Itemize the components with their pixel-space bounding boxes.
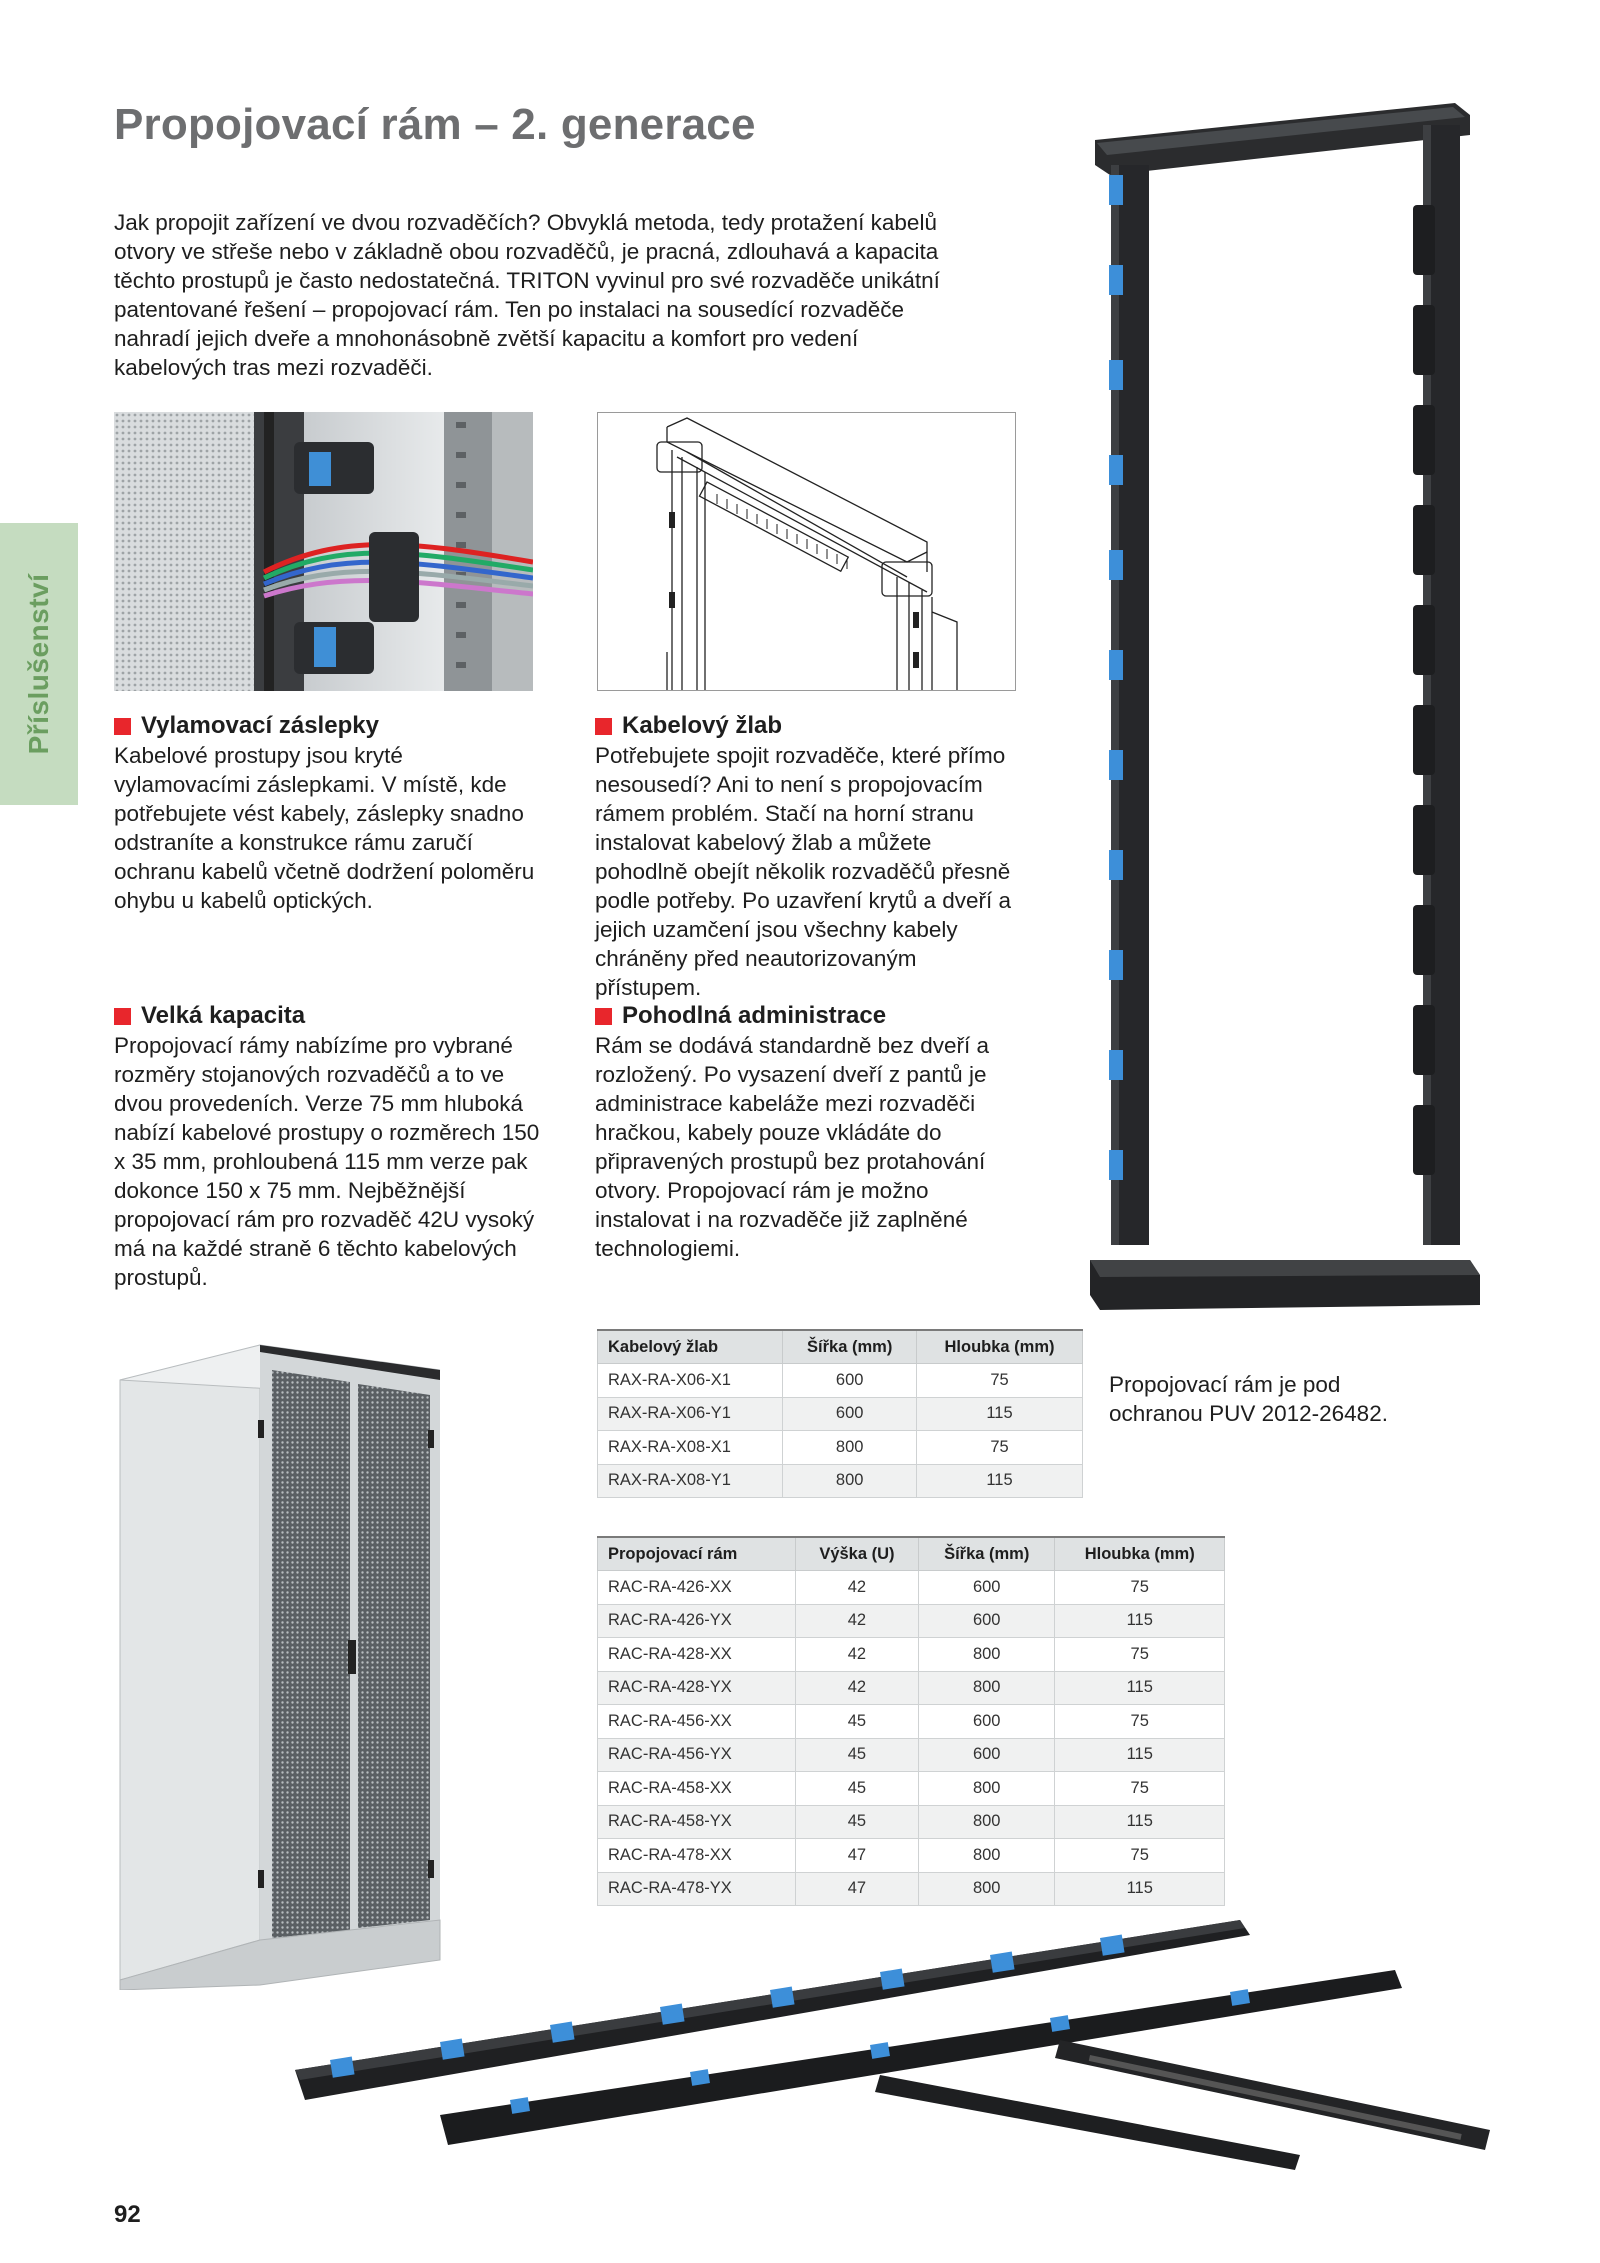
- table-cell: 45: [795, 1705, 918, 1739]
- table-cell: RAC-RA-458-XX: [598, 1772, 796, 1806]
- table-cell: 800: [918, 1638, 1055, 1672]
- section-text: Kabelové prostupy jsou kryté vylamovacími záslepkami. V místě, kde potřebujete vést kabely, záslepky snadno odstraníte a konstrukce rámu zaručí ochranu kabelů včetně dodržení poloměru ohybu u kabelů optických.: [114, 743, 535, 913]
- section-heading: [114, 1002, 544, 1030]
- section-heading: [595, 712, 1015, 740]
- table-cell: 115: [917, 1464, 1083, 1498]
- table-header-row: [598, 1330, 1083, 1364]
- table-cell: 800: [783, 1464, 917, 1498]
- table-cell: 115: [1055, 1738, 1225, 1772]
- table-cell: RAC-RA-458-YX: [598, 1805, 796, 1839]
- table-cell: 75: [917, 1364, 1083, 1398]
- table-cell: 115: [1055, 1671, 1225, 1705]
- table-cell: RAC-RA-456-XX: [598, 1705, 796, 1739]
- table-row: [598, 1571, 1225, 1605]
- table-cell: RAX-RA-X06-Y1: [598, 1397, 783, 1431]
- table-cell: 115: [1055, 1872, 1225, 1906]
- table-cell: 45: [795, 1738, 918, 1772]
- table-cell: RAC-RA-428-YX: [598, 1671, 796, 1705]
- table-row: [598, 1772, 1225, 1806]
- table-cell: 800: [918, 1772, 1055, 1806]
- table-cell: RAC-RA-478-YX: [598, 1872, 796, 1906]
- table-cell: 800: [918, 1872, 1055, 1906]
- table-cell: 600: [918, 1705, 1055, 1739]
- rack-cabinet-image: [110, 1340, 490, 1990]
- table-row: [598, 1671, 1225, 1705]
- table-cell: RAC-RA-478-XX: [598, 1839, 796, 1873]
- table-cell: 45: [795, 1772, 918, 1806]
- table-cell: RAX-RA-X08-Y1: [598, 1464, 783, 1498]
- table-header-row: [598, 1537, 1225, 1571]
- side-tab-label: Příslušenství: [23, 573, 54, 755]
- table-row: [598, 1839, 1225, 1873]
- table-cell: 75: [917, 1431, 1083, 1465]
- section-heading-text: Velká kapacita: [141, 1002, 306, 1029]
- table-cell: 75: [1055, 1772, 1225, 1806]
- section-text: Rám se dodává standardně bez dveří a rozložený. Po vysazení dveří z pantů je administrace kabeláže mezi rozvaděči hračkou, kabely pouze vkládáte do připravených prostupů bez protahování otvory. Propojovací rám je možno instalovat i na rozvaděče již zaplněné technologiemi.: [595, 1033, 989, 1261]
- red-square-icon: [114, 1008, 131, 1025]
- table-cell: 800: [918, 1839, 1055, 1873]
- patent-note: Propojovací rám je pod ochranou PUV 2012-26482.: [1109, 1372, 1388, 1426]
- table-cell: 600: [918, 1604, 1055, 1638]
- table-cell: RAX-RA-X06-X1: [598, 1364, 783, 1398]
- table-cell: RAC-RA-426-YX: [598, 1604, 796, 1638]
- table-cell: 42: [795, 1671, 918, 1705]
- table-cell: 75: [1055, 1638, 1225, 1672]
- column-header: Hloubka (mm): [1055, 1537, 1225, 1571]
- column-header: Kabelový žlab: [598, 1330, 783, 1364]
- table-cell: 800: [918, 1805, 1055, 1839]
- frame-table: [597, 1536, 1225, 1906]
- table-cell: 800: [783, 1431, 917, 1465]
- interconnection-frame-image: [1085, 95, 1485, 1315]
- page-title: Propojovací rám – 2. generace: [114, 100, 756, 149]
- side-tab: [0, 523, 78, 805]
- section-text: Potřebujete spojit rozvaděče, které přímo nesousedí? Ani to není s propojovacím rámem problém. Stačí na horní stranu instalovat kabelový žlab a můžete pohodlně obejít několik rozvaděčů přesně podle potřeby. Po uzavření krytů a dveří a jejich uzamčení jsou všechny kabely chráněny před neautorizovaným přístupem.: [595, 743, 1012, 1000]
- section-pohodlna-administrace: [595, 1002, 1015, 1263]
- table-cell: 800: [918, 1671, 1055, 1705]
- table-row: [598, 1638, 1225, 1672]
- table-cell: 600: [918, 1738, 1055, 1772]
- table-cell: 47: [795, 1872, 918, 1906]
- cable-trough-drawing: [597, 412, 1016, 691]
- red-square-icon: [595, 1008, 612, 1025]
- table-cell: 115: [1055, 1805, 1225, 1839]
- red-square-icon: [114, 718, 131, 735]
- table-cell: 115: [917, 1397, 1083, 1431]
- section-kabelovy-zlab: [595, 712, 1015, 1002]
- section-vylamovaci-zaslepky: [114, 712, 544, 915]
- table-cell: RAX-RA-X08-X1: [598, 1431, 783, 1465]
- intro-paragraph: Jak propojit zařízení ve dvou rozvaděčích? Obvyklá metoda, tedy protažení kabelů otvory ve střeše nebo v základně obou rozvaděčů, je pracná, zdlouhavá a kapacita těchto prostupů je často nedostatečná. TRITON vyvinul pro své rozvaděče unikátní patentované řešení – propojovací rám. Ten po instalaci na sousedící rozvaděče nahradí jejich dveře a mnohonásobně zvětší kapacitu a komfort pro vedení kabelových tras mezi rozvaděči.: [114, 210, 940, 380]
- table-cell: RAC-RA-426-XX: [598, 1571, 796, 1605]
- table-row: [598, 1397, 1083, 1431]
- table-cell: 75: [1055, 1839, 1225, 1873]
- page-number: 92: [114, 2201, 141, 2228]
- table-row: [598, 1364, 1083, 1398]
- column-header: Šířka (mm): [918, 1537, 1055, 1571]
- table-cell: 115: [1055, 1604, 1225, 1638]
- column-header: Hloubka (mm): [917, 1330, 1083, 1364]
- table-cell: 75: [1055, 1571, 1225, 1605]
- column-header: Propojovací rám: [598, 1537, 796, 1571]
- section-heading-text: Pohodlná administrace: [622, 1002, 887, 1029]
- table-row: [598, 1604, 1225, 1638]
- table-row: [598, 1464, 1083, 1498]
- cable-entry-photo: [114, 412, 533, 691]
- cable-trough-table: [597, 1329, 1083, 1498]
- table-cell: 600: [918, 1571, 1055, 1605]
- table-row: [598, 1738, 1225, 1772]
- section-text: Propojovací rámy nabízíme pro vybrané rozměry stojanových rozvaděčů a to ve dvou provedeních. Verze 75 mm hluboká nabízí kabelové prostupy o rozměrech 150 x 35 mm, prohloubená 115 mm verze pak dokonce 150 x 75 mm. Nejběžnější propojovací rám pro rozvaděč 42U vysoký má na každé straně 6 těchto kabelových prostupů.: [114, 1033, 540, 1290]
- table-cell: 42: [795, 1638, 918, 1672]
- table-cell: RAC-RA-428-XX: [598, 1638, 796, 1672]
- table-cell: 75: [1055, 1705, 1225, 1739]
- table-cell: 600: [783, 1397, 917, 1431]
- frame-bars-image: [290, 1900, 1520, 2170]
- table-cell: 42: [795, 1604, 918, 1638]
- column-header: Výška (U): [795, 1537, 918, 1571]
- section-heading-text: Kabelový žlab: [622, 712, 783, 739]
- table-cell: 600: [783, 1364, 917, 1398]
- table-cell: 45: [795, 1805, 918, 1839]
- section-heading: [114, 712, 544, 740]
- column-header: Šířka (mm): [783, 1330, 917, 1364]
- table-row: [598, 1805, 1225, 1839]
- section-velka-kapacita: [114, 1002, 544, 1292]
- table-row: [598, 1431, 1083, 1465]
- table-row: [598, 1705, 1225, 1739]
- red-square-icon: [595, 718, 612, 735]
- section-heading-text: Vylamovací záslepky: [141, 712, 379, 739]
- table-cell: 42: [795, 1571, 918, 1605]
- table-cell: 47: [795, 1839, 918, 1873]
- section-heading: [595, 1002, 1015, 1030]
- table-cell: RAC-RA-456-YX: [598, 1738, 796, 1772]
